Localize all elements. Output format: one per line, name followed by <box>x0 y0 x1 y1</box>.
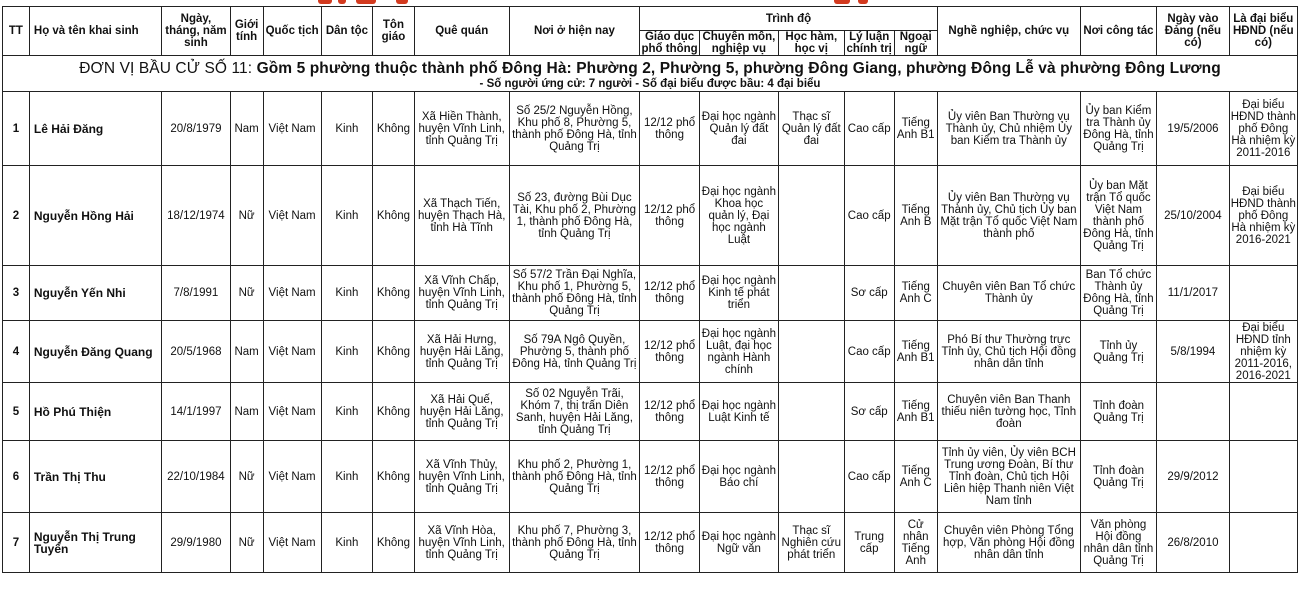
table-row <box>3 266 1298 321</box>
cell-political: Sơ cấp <box>844 266 894 321</box>
cell-hometown: Xã Hải Quế, huyện Hải Lăng, tỉnh Quảng Trị <box>414 383 509 441</box>
cell-residence: Khu phố 2, Phường 1, thành phố Đông Hà, tỉnh Quảng Trị <box>509 441 639 513</box>
cell-dob: 7/8/1991 <box>162 266 230 321</box>
cell-tt: 3 <box>3 266 30 321</box>
cell-name: Nguyễn Đăng Quang <box>29 321 161 383</box>
cell-residence: Số 79A Ngô Quyền, Phường 5, thành phố Đông Hà, tỉnh Quảng Trị <box>509 321 639 383</box>
cell-specialty: Đại học ngành Ngữ văn <box>700 513 779 573</box>
table-row <box>3 383 1298 441</box>
cell-general-edu: 12/12 phổ thông <box>640 166 700 266</box>
cell-hometown: Xã Vĩnh Chấp, huyện Vĩnh Linh, tỉnh Quảng Trị <box>414 266 509 321</box>
header-name: Họ và tên khai sinh <box>29 7 161 56</box>
cell-workplace: Ban Tổ chức Thành ủy Đông Hà, tỉnh Quảng Trị <box>1080 266 1157 321</box>
header-ethnicity: Dân tộc <box>321 7 373 56</box>
banner-subtitle: - Số người ứng cử: 7 người - Số đại biểu được bầu: 4 đại biểu <box>479 78 821 90</box>
cell-political: Cao cấp <box>844 321 894 383</box>
cell-general-edu: 12/12 phổ thông <box>640 383 700 441</box>
cell-name: Nguyễn Thị Trung Tuyến <box>29 513 161 573</box>
header-religion: Tôn giáo <box>373 7 414 56</box>
cell-name: Trần Thị Thu <box>29 441 161 513</box>
cell-degree <box>778 321 844 383</box>
header-gender: Giới tính <box>230 7 263 56</box>
cell-gender: Nữ <box>230 266 263 321</box>
table-row <box>3 441 1298 513</box>
cell-specialty: Đại học ngành Khoa học quản lý, Đại học ngành Luật <box>700 166 779 266</box>
cell-workplace: Tỉnh ủy Quảng Trị <box>1080 321 1157 383</box>
cell-workplace: Ủy ban Kiểm tra Thành ủy Đông Hà, tỉnh Quảng Trị <box>1080 92 1157 166</box>
header-dob: Ngày, tháng, năm sinh <box>162 7 230 56</box>
cell-religion: Không <box>373 383 414 441</box>
header-education-group: Trình độ <box>640 7 938 31</box>
cell-party-date: 29/9/2012 <box>1157 441 1229 513</box>
header-general-edu: Giáo dục phổ thông <box>641 31 698 55</box>
cell-gender: Nữ <box>230 166 263 266</box>
cell-ethnicity: Kinh <box>321 321 373 383</box>
table-row <box>3 166 1298 266</box>
cell-gender: Nữ <box>230 513 263 573</box>
cell-language: Tiếng Anh B1 <box>894 383 937 441</box>
cell-dob: 29/9/1980 <box>162 513 230 573</box>
header-workplace: Nơi công tác <box>1080 7 1157 56</box>
cell-gender: Nữ <box>230 441 263 513</box>
cell-residence: Số 02 Nguyễn Trãi, Khóm 7, thị trấn Diên Sanh, huyện Hải Lăng, tỉnh Quảng Trị <box>509 383 639 441</box>
cell-degree: Thạc sĩ Quản lý đất đai <box>778 92 844 166</box>
cell-hometown: Xã Hải Hưng, huyện Hải Lăng, tỉnh Quảng Trị <box>414 321 509 383</box>
candidate-table <box>2 6 1298 573</box>
cell-tt: 2 <box>3 166 30 266</box>
cell-occupation: Tỉnh ủy viên, Ủy viên BCH Trung ương Đoàn, Bí thư Tỉnh đoàn, Chủ tịch Hội Liên hiệp Thanh niên Việt Nam tỉnh <box>937 441 1080 513</box>
cell-party-date: 11/1/2017 <box>1157 266 1229 321</box>
banner-title-prefix: ĐƠN VỊ BẦU CỬ SỐ 11: <box>79 60 253 77</box>
cell-delegate: Đại biểu HĐND thành phố Đông Hà nhiệm kỳ 2016-2021 <box>1229 166 1297 266</box>
cell-language: Tiếng Anh C <box>894 266 937 321</box>
table-row <box>3 321 1298 383</box>
cell-delegate: Đại biểu HĐND thành phố Đông Hà nhiệm kỳ 2011-2016 <box>1229 92 1297 166</box>
cell-general-edu: 12/12 phổ thông <box>640 92 700 166</box>
header-degree: Học hàm, học vị <box>778 31 844 56</box>
cell-delegate <box>1229 513 1297 573</box>
cell-language: Tiếng Anh B1 <box>894 321 937 383</box>
cell-occupation: Chuyên viên Phòng Tổng hợp, Văn phòng Hội đồng nhân dân tỉnh <box>937 513 1080 573</box>
cell-nationality: Việt Nam <box>263 383 321 441</box>
cell-nationality: Việt Nam <box>263 321 321 383</box>
cell-political: Cao cấp <box>844 166 894 266</box>
cell-tt: 7 <box>3 513 30 573</box>
cell-name: Nguyễn Hồng Hải <box>29 166 161 266</box>
header-language: Ngoại ngữ <box>894 31 937 56</box>
cell-party-date <box>1157 383 1229 441</box>
cell-hometown: Xã Thạch Tiến, huyện Thạch Hà, tỉnh Hà Tĩnh <box>414 166 509 266</box>
cell-residence: Số 23, đường Bùi Dục Tài, Khu phố 2, Phường 1, thành phố Đông Hà, tỉnh Quảng Trị <box>509 166 639 266</box>
cell-workplace: Tỉnh đoàn Quảng Trị <box>1080 383 1157 441</box>
cell-ethnicity: Kinh <box>321 513 373 573</box>
cell-specialty: Đại học ngành Kinh tế phát triển <box>700 266 779 321</box>
cell-specialty: Đại học ngành Báo chí <box>700 441 779 513</box>
header-hometown: Quê quán <box>414 7 509 56</box>
cell-general-edu: 12/12 phổ thông <box>640 513 700 573</box>
cell-gender: Nam <box>230 383 263 441</box>
cell-hometown: Xã Hiền Thành, huyện Vĩnh Linh, tỉnh Quảng Trị <box>414 92 509 166</box>
cell-party-date: 5/8/1994 <box>1157 321 1229 383</box>
cell-religion: Không <box>373 92 414 166</box>
cell-delegate <box>1229 266 1297 321</box>
cell-party-date: 26/8/2010 <box>1157 513 1229 573</box>
cell-name: Nguyễn Yến Nhi <box>29 266 161 321</box>
cell-general-edu: 12/12 phổ thông <box>640 441 700 513</box>
cell-tt: 1 <box>3 92 30 166</box>
cell-religion: Không <box>373 321 414 383</box>
header-political: Lý luận chính trị <box>844 31 894 56</box>
cell-workplace: Tỉnh đoàn Quảng Trị <box>1080 441 1157 513</box>
cell-ethnicity: Kinh <box>321 266 373 321</box>
cell-residence: Số 57/2 Trần Đại Nghĩa, Khu phố 1, Phường 5, thành phố Đông Hà, tỉnh Quảng Trị <box>509 266 639 321</box>
cell-occupation: Chuyên viên Ban Thanh thiếu niên tường học, Tỉnh đoàn <box>937 383 1080 441</box>
cell-ethnicity: Kinh <box>321 383 373 441</box>
cell-name: Lê Hải Đăng <box>29 92 161 166</box>
header-party-date: Ngày vào Đảng (nếu có) <box>1157 7 1229 56</box>
cell-hometown: Xã Vĩnh Thủy, huyện Vĩnh Linh, tỉnh Quảng Trị <box>414 441 509 513</box>
cell-delegate <box>1229 441 1297 513</box>
cell-religion: Không <box>373 513 414 573</box>
cell-dob: 18/12/1974 <box>162 166 230 266</box>
cell-nationality: Việt Nam <box>263 513 321 573</box>
cell-gender: Nam <box>230 92 263 166</box>
cell-nationality: Việt Nam <box>263 266 321 321</box>
cell-tt: 5 <box>3 383 30 441</box>
cell-language: Tiếng Anh B <box>894 166 937 266</box>
cell-occupation: Chuyên viên Ban Tổ chức Thành ủy <box>937 266 1080 321</box>
cell-language: Tiếng Anh B1 <box>894 92 937 166</box>
cell-hometown: Xã Vĩnh Hòa, huyện Vĩnh Linh, tỉnh Quảng Trị <box>414 513 509 573</box>
cell-gender: Nam <box>230 321 263 383</box>
cell-degree <box>778 383 844 441</box>
banner-title-rest: Gồm 5 phường thuộc thành phố Đông Hà: Phường 2, Phường 5, phường Đông Giang, phường Đông Lễ và phường Đông Lương <box>256 60 1221 77</box>
cell-dob: 20/5/1968 <box>162 321 230 383</box>
header-residence: Nơi ở hiện nay <box>509 7 639 56</box>
cell-religion: Không <box>373 441 414 513</box>
cell-tt: 4 <box>3 321 30 383</box>
cell-degree <box>778 166 844 266</box>
cell-political: Sơ cấp <box>844 383 894 441</box>
cell-general-edu: 12/12 phổ thông <box>640 321 700 383</box>
cell-nationality: Việt Nam <box>263 92 321 166</box>
cell-party-date: 19/5/2006 <box>1157 92 1229 166</box>
cell-specialty: Đại học ngành Luật, đại học ngành Hành chính <box>700 321 779 383</box>
cell-political: Cao cấp <box>844 441 894 513</box>
cell-workplace: Ủy ban Mặt trận Tổ quốc Việt Nam thành phố Đông Hà, tỉnh Quảng Trị <box>1080 166 1157 266</box>
cell-degree: Thạc sĩ Nghiên cứu phát triển <box>778 513 844 573</box>
header-nationality: Quốc tịch <box>263 7 321 56</box>
constituency-banner <box>3 56 1298 92</box>
cell-religion: Không <box>373 266 414 321</box>
cell-dob: 22/10/1984 <box>162 441 230 513</box>
table-row <box>3 92 1298 166</box>
cell-delegate <box>1229 383 1297 441</box>
cell-ethnicity: Kinh <box>321 441 373 513</box>
cell-residence: Khu phố 7, Phường 3, thành phố Đông Hà, tỉnh Quảng Trị <box>509 513 639 573</box>
cell-language: Tiếng Anh C <box>894 441 937 513</box>
cell-dob: 20/8/1979 <box>162 92 230 166</box>
cell-occupation: Ủy viên Ban Thường vụ Thành ủy, Chủ nhiệm Ủy ban Kiểm tra Thành ủy <box>937 92 1080 166</box>
cell-religion: Không <box>373 166 414 266</box>
cell-political: Trung cấp <box>844 513 894 573</box>
cell-political: Cao cấp <box>844 92 894 166</box>
cell-workplace: Văn phòng Hội đồng nhân dân tỉnh Quảng Trị <box>1080 513 1157 573</box>
header-occupation: Nghề nghiệp, chức vụ <box>937 7 1080 56</box>
cell-degree <box>778 441 844 513</box>
cell-nationality: Việt Nam <box>263 166 321 266</box>
cell-degree <box>778 266 844 321</box>
cell-occupation: Phó Bí thư Thường trực Tỉnh ủy, Chủ tịch Hội đồng nhân dân tỉnh <box>937 321 1080 383</box>
cell-tt: 6 <box>3 441 30 513</box>
cell-specialty: Đại học ngành Quản lý đất đai <box>700 92 779 166</box>
cell-occupation: Ủy viên Ban Thường vụ Thành ủy, Chủ tịch Ủy ban Mặt trận Tổ quốc Việt Nam thành phố <box>937 166 1080 266</box>
header-specialty: Chuyên môn, nghiệp vụ <box>700 31 779 56</box>
table-row <box>3 513 1298 573</box>
cell-nationality: Việt Nam <box>263 441 321 513</box>
header-tt: TT <box>3 7 30 56</box>
cell-specialty: Đại học ngành Luật Kinh tế <box>700 383 779 441</box>
cell-party-date: 25/10/2004 <box>1157 166 1229 266</box>
header-delegate: Là đại biểu HĐND (nếu có) <box>1229 7 1297 56</box>
cell-ethnicity: Kinh <box>321 166 373 266</box>
cell-residence: Số 25/2 Nguyễn Hồng, Khu phố 8, Phường 5, thành phố Đông Hà, tỉnh Quảng Trị <box>509 92 639 166</box>
cell-language: Cử nhân Tiếng Anh <box>894 513 937 573</box>
cell-dob: 14/1/1997 <box>162 383 230 441</box>
cell-general-edu: 12/12 phổ thông <box>640 266 700 321</box>
cell-name: Hồ Phú Thiện <box>29 383 161 441</box>
cell-delegate: Đại biểu HĐND tỉnh nhiệm kỳ 2011-2016, 2016-2021 <box>1229 321 1297 383</box>
cell-ethnicity: Kinh <box>321 92 373 166</box>
